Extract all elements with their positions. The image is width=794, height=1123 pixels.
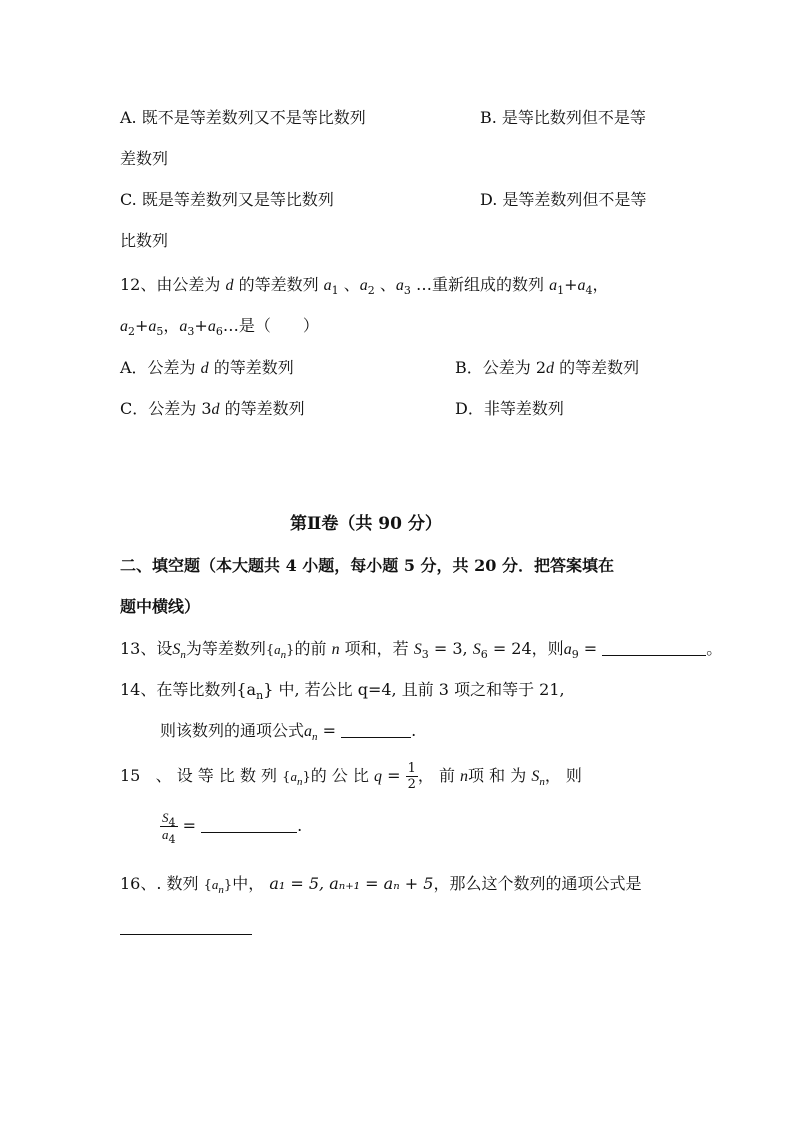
q11-option-d: D. 是等差数列但不是等 xyxy=(480,190,647,209)
q13: 13、设$S_n$为等差数列$\{a_n\}$的前 n 项和，若 $S_3 = 3$, $S_6 = 24$，则$a_9$ = 。 xyxy=(120,639,723,661)
section-title: 第Ⅱ卷（共 90 分） xyxy=(290,514,442,534)
q12-option-b: B．公差为 2d 的等差数列 xyxy=(455,358,640,377)
q11-option-b-cont: 差数列 xyxy=(120,149,169,168)
section-heading: 二、填空题（本大题共 4 小题，每小题 5 分，共 20 分．把答案填在 xyxy=(120,556,614,575)
q15-cont: $\frac{S_4}{a_4}$ = . xyxy=(162,810,303,846)
q12-option-d: D．非等差数列 xyxy=(455,399,564,418)
section-heading-cont: 题中横线） xyxy=(120,597,201,616)
q12-stem-cont: $a_2+a_5$，$a_3+a_6\dots$是（ ） xyxy=(120,316,319,338)
q12-option-a: A．公差为 d 的等差数列 xyxy=(120,358,294,377)
q11-option-b: B. 是等比数列但不是等 xyxy=(480,108,646,127)
q16-answer-blank[interactable] xyxy=(120,920,252,935)
q12-stem: 12、由公差为 d 的等差数列 $a_1$ 、$a_2$ 、$a_3$ …重新组成的数列 $a_1+a_4$， xyxy=(120,275,609,297)
q15-fraction: $\frac{1}{2}$ xyxy=(407,761,416,792)
q15: 15 、 设 等 比 数 列 $\{a_n\}$的 公 比 q = $\frac{1}{2}$ ， 前 n项 和 为 $S_n$， 则 xyxy=(120,761,582,792)
q14-cont: 则该数列的通项公式$a_n$ = . xyxy=(160,721,417,743)
q16-answer-blank-line[interactable] xyxy=(120,917,252,939)
q12-number: 12 xyxy=(120,275,141,294)
q12-option-c: C．公差为 3d 的等差数列 xyxy=(120,399,305,418)
q14-answer-blank[interactable] xyxy=(341,723,411,738)
q11-option-c: C. 既是等差数列又是等比数列 xyxy=(120,190,334,209)
q15-answer-blank[interactable] xyxy=(201,818,297,833)
q11-option-a: A. 既不是等差数列又不是等比数列 xyxy=(120,108,366,127)
q16: 16、. 数列 $\{a_n\}$中， a₁ = 5, aₙ₊₁ = aₙ + 5，那么这个数列的通项公式是 xyxy=(120,874,642,896)
q11-option-d-cont: 比数列 xyxy=(120,231,169,250)
q14: 14、在等比数列$\{a_n\}$ 中, 若公比 q=4, 且前 3 项之和等于 21, xyxy=(120,680,565,702)
q13-answer-blank[interactable] xyxy=(602,641,706,656)
